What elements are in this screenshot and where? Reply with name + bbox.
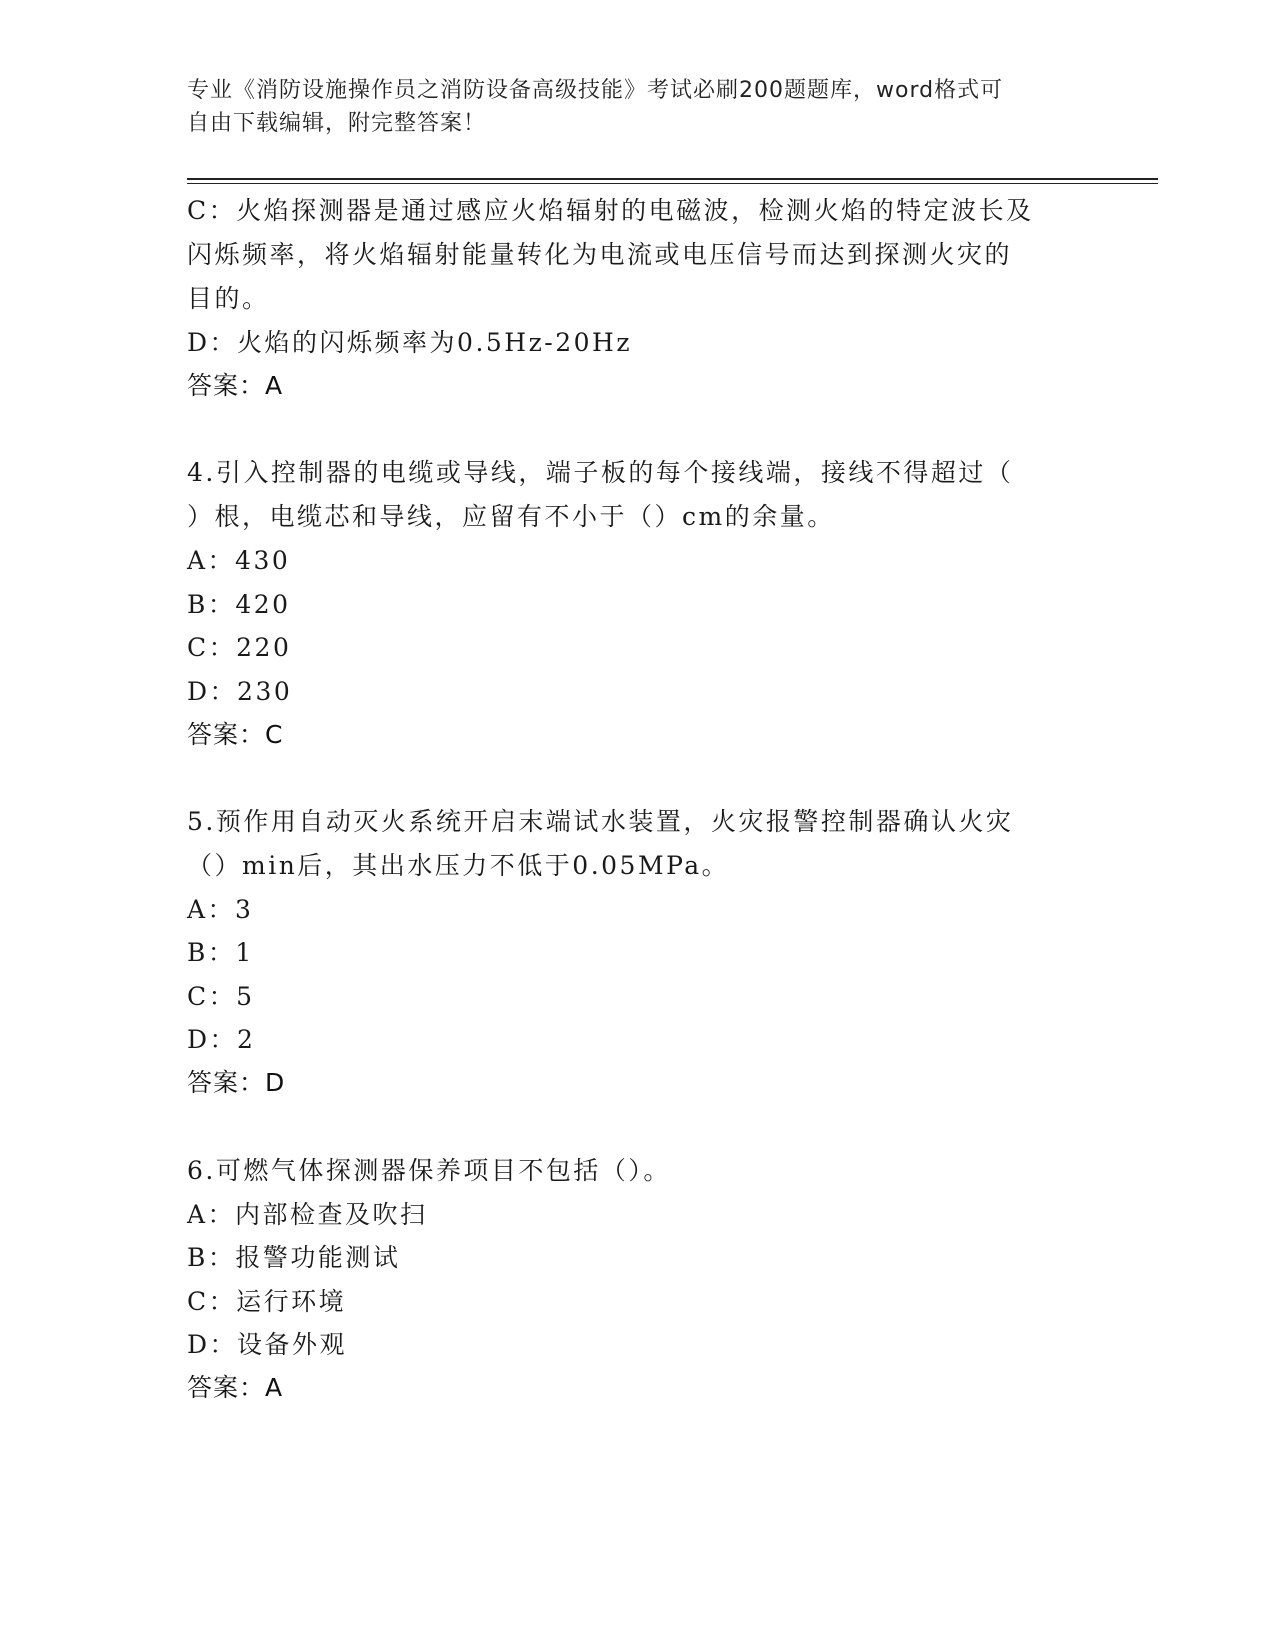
q4-option-b: B：420 bbox=[187, 590, 291, 619]
q5-stem-line-1: 5.预作用自动灭火系统开启末端试水装置，火灾报警控制器确认火灾 bbox=[187, 807, 1014, 836]
document-header bbox=[187, 74, 1087, 140]
q5-option-a: A：3 bbox=[187, 895, 254, 924]
q4-option-a: A：430 bbox=[187, 546, 291, 575]
q4-answer: 答案：C bbox=[187, 720, 284, 749]
q4-stem-line-2: ）根，电缆芯和导线，应留有不小于（）cm的余量。 bbox=[187, 502, 835, 531]
q5-option-c: C：5 bbox=[187, 982, 255, 1011]
q3-answer: 答案：A bbox=[187, 371, 284, 400]
header-line-1: 专业《消防设施操作员之消防设备高级技能》考试必刷200题题库，word格式可 bbox=[187, 78, 1004, 103]
q3-option-c-line-2: 闪烁频率，将火焰辐射能量转化为电流或电压信号而达到探测火灾的 bbox=[187, 240, 1013, 269]
q6-option-b: B：报警功能测试 bbox=[187, 1243, 401, 1272]
q6-stem-line-1: 6.可燃气体探测器保养项目不包括（）。 bbox=[187, 1156, 671, 1185]
q4-stem-line-1: 4.引入控制器的电缆或导线，端子板的每个接线端，接线不得超过（ bbox=[187, 458, 1014, 487]
q6-option-d: D：设备外观 bbox=[187, 1330, 348, 1359]
q4-option-c: C：220 bbox=[187, 633, 292, 662]
q6-option-a: A：内部检查及吹扫 bbox=[187, 1200, 428, 1229]
q5-option-d: D：2 bbox=[187, 1025, 256, 1054]
q3-option-c-line-3: 目的。 bbox=[187, 284, 270, 313]
header-line-2: 自由下载编辑，附完整答案！ bbox=[187, 111, 487, 136]
q5-option-b: B：1 bbox=[187, 938, 254, 967]
q3-option-c-line-1: C：火焰探测器是通过感应火焰辐射的电磁波，检测火焰的特定波长及 bbox=[187, 196, 1034, 225]
q6-option-c: C：运行环境 bbox=[187, 1287, 347, 1316]
header-divider-thin bbox=[187, 183, 1158, 184]
q3-option-d: D：火焰的闪烁频率为0.5Hz-20Hz bbox=[187, 328, 633, 357]
header-divider-thick bbox=[187, 178, 1158, 180]
q6-answer: 答案：A bbox=[187, 1373, 284, 1402]
q5-stem-line-2: （）min后，其出水压力不低于0.05MPa。 bbox=[187, 851, 730, 880]
q5-answer: 答案：D bbox=[187, 1068, 286, 1097]
q4-option-d: D：230 bbox=[187, 677, 293, 706]
